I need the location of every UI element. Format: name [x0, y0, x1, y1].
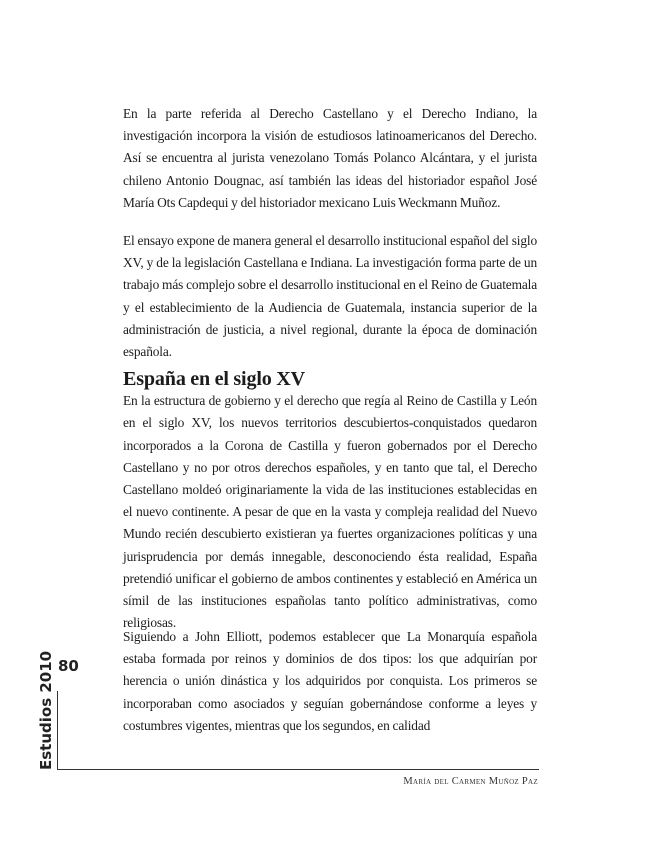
- section-heading: España en el siglo XV: [123, 368, 305, 390]
- footer-horizontal-rule: [57, 769, 539, 770]
- paragraph-text: El ensayo expone de manera general el desarrollo institucional español del siglo XV, y de la legislación Castellana e Indiana. La investigación forma parte de un trabajo más complejo sobre el desarrollo institucional en el Reino de Guatemala y el establecimiento de la Audiencia de Guatemala, instancia superior de la administración de justicia, a nivel regional, durante la época de dominación española.: [123, 233, 537, 360]
- paragraph-text: En la parte referida al Derecho Castellano y el Derecho Indiano, la investigación incorpora la visión de estudiosos latinoamericanos del Derecho. Así se encuentra al jurista venezolano Tomás Polanco Alcántara, y el jurista chileno Antonio Dougnac, así también las ideas del historiador español José María Ots Capdequi y del historiador mexicano Luis Weckmann Muñoz.: [123, 106, 537, 210]
- paragraph-text: En la estructura de gobierno y el derecho que regía al Reino de Castilla y León en el siglo XV, los nuevos territorios descubiertos-conquistados quedaron incorporados a la Corona de Castilla y fueron gobernados por el Derecho Castellano y no por otros derechos españoles, y en tanto que tal, el Derecho Castellano moldeó originariamente la vida de las instituciones establecidas en el nuevo continente. A pesar de que en la vasta y compleja realidad del Nuevo Mundo recién descubierto existieran ya fuertes organizaciones políticas y una jurisprudencia por demás innegable, desconociendo ésta realidad, España pretendió unificar el gobierno de ambos continentes y estableció en América un símil de las instituciones españolas tanto político administrativas, como religiosas.: [123, 393, 537, 631]
- page-number: 80: [58, 657, 79, 675]
- paragraph-elliott: [123, 626, 537, 737]
- section-espana-siglo-xv: [123, 368, 537, 634]
- paragraph-intro-sources: [123, 103, 537, 214]
- paragraph-essay-scope: [123, 230, 537, 363]
- footer-author: María del Carmen Muñoz Paz: [403, 776, 538, 787]
- margin-vertical-rule: [57, 691, 58, 770]
- journal-label: Estudios 2010: [37, 650, 55, 770]
- paragraph-text: Siguiendo a John Elliott, podemos establecer que La Monarquía española estaba formada por reinos y dominios de dos tipos: los que adquirían por herencia o unión dinástica y los adquiridos por conquista. Los primeros se incorporaban como asociados y seguían gobernándose conforme a leyes y costumbres vigentes, mientras que los segundos, en calidad: [123, 629, 537, 733]
